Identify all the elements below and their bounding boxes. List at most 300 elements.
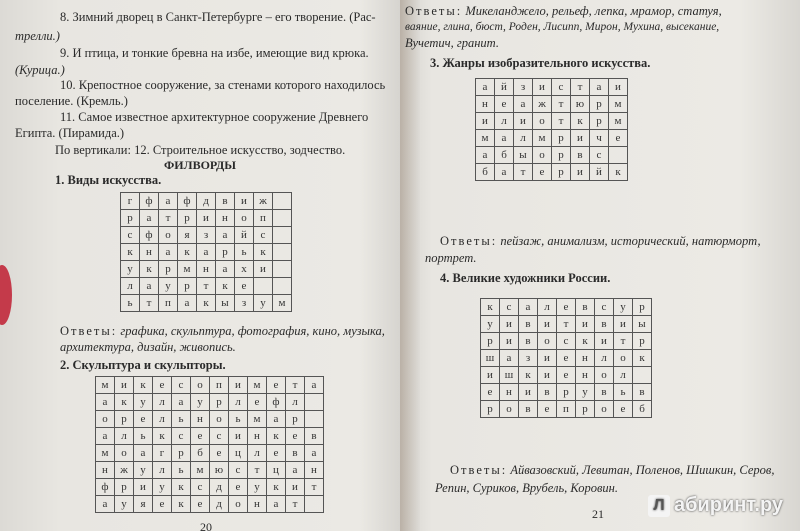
grid-cell: а	[476, 147, 495, 164]
grid-cell: г	[153, 445, 172, 462]
grid-cell: и	[229, 428, 248, 445]
grid-cell: и	[576, 316, 595, 333]
answers1	[60, 324, 385, 338]
grid-cell: л	[595, 350, 614, 367]
grid-cell: й	[235, 227, 254, 244]
grid-cell: ц	[267, 462, 286, 479]
grid-cell: р	[178, 210, 197, 227]
grid-cell: л	[248, 445, 267, 462]
grid-cell: и	[197, 210, 216, 227]
grid-cell: е	[557, 299, 576, 316]
section2-title: 2. Скульптура и скульпторы.	[60, 358, 226, 372]
grid-cell: м	[191, 462, 210, 479]
grid-cell: з	[235, 295, 254, 312]
grid-cell: и	[614, 316, 633, 333]
grid-cell: л	[229, 394, 248, 411]
grid-cell: н	[140, 244, 159, 261]
grid-cell: н	[476, 96, 495, 113]
grid-row	[476, 113, 628, 130]
grid-cell: б	[633, 401, 652, 418]
grid-row	[121, 227, 292, 244]
page-number-right: 21	[592, 507, 604, 521]
answers4-text: Айвазовский, Левитан, Поленов, Шишкин, Серов,	[510, 463, 775, 477]
grid-cell: п	[254, 210, 273, 227]
grid-cell: х	[235, 261, 254, 278]
grid-cell	[305, 496, 324, 513]
grid-cell: и	[229, 377, 248, 394]
grid-cell: в	[595, 316, 614, 333]
answers3	[440, 234, 761, 248]
grid-cell: з	[519, 350, 538, 367]
grid-cell: а	[134, 445, 153, 462]
grid-cell: ю	[210, 462, 229, 479]
answers1-text: графика, скульптура, фотография, кино, музыка,	[120, 324, 385, 338]
grid-row	[121, 295, 292, 312]
answers1-text2: архитектура, дизайн, живопись.	[60, 340, 236, 354]
grid-cell: ь	[614, 384, 633, 401]
grid-cell: в	[538, 384, 557, 401]
filword-grid-2	[95, 376, 324, 513]
grid-cell: о	[538, 333, 557, 350]
grid-cell: в	[576, 299, 595, 316]
grid-cell: и	[134, 479, 153, 496]
grid-cell: н	[191, 411, 210, 428]
left-text-line: 11. Самое известное архитектурное сооружение Древнего	[60, 110, 369, 124]
grid-cell: т	[140, 295, 159, 312]
grid-row	[96, 428, 324, 445]
grid-cell: а	[519, 299, 538, 316]
grid-row	[96, 411, 324, 428]
grid-cell: ф	[140, 227, 159, 244]
grid-cell: ц	[229, 445, 248, 462]
grid-cell: е	[134, 411, 153, 428]
grid-cell: м	[273, 295, 292, 312]
grid-cell: о	[159, 227, 178, 244]
grid-cell: б	[476, 164, 495, 181]
grid-row	[476, 96, 628, 113]
grid-cell: в	[595, 384, 614, 401]
grid-cell: в	[519, 401, 538, 418]
left-text-line: По вертикали: 12. Строительное искусство, зодчество.	[55, 143, 346, 157]
grid-cell: и	[533, 79, 552, 96]
grid-cell: и	[500, 316, 519, 333]
grid-row	[96, 394, 324, 411]
grid-cell: м	[96, 377, 115, 394]
grid-cell: и	[538, 367, 557, 384]
grid-cell: р	[552, 130, 571, 147]
grid-cell: д	[210, 496, 229, 513]
grid-cell: у	[115, 496, 134, 513]
grid-cell	[305, 394, 324, 411]
grid-row	[96, 462, 324, 479]
grid-cell: з	[514, 79, 533, 96]
grid-cell: р	[115, 411, 134, 428]
grid-cell: р	[552, 147, 571, 164]
grid-cell: о	[614, 350, 633, 367]
grid-row	[476, 164, 628, 181]
grid-cell: а	[476, 79, 495, 96]
grid-cell: у	[134, 394, 153, 411]
grid-cell: м	[609, 96, 628, 113]
grid-cell: с	[121, 227, 140, 244]
grid-cell: м	[533, 130, 552, 147]
grid-cell: т	[286, 496, 305, 513]
grid-cell: м	[476, 130, 495, 147]
grid-cell: и	[538, 316, 557, 333]
grid-cell: м	[609, 113, 628, 130]
grid-cell: с	[500, 299, 519, 316]
grid-cell: н	[500, 384, 519, 401]
grid-cell: ф	[140, 193, 159, 210]
grid-cell: т	[552, 113, 571, 130]
grid-row	[121, 278, 292, 295]
grid-cell: ь	[235, 244, 254, 261]
grid-cell: п	[210, 377, 229, 394]
grid-row	[121, 193, 292, 210]
grid-cell: а	[96, 496, 115, 513]
grid-cell: а	[495, 164, 514, 181]
grid-cell: б	[191, 445, 210, 462]
grid-cell: ы	[216, 295, 235, 312]
filword-grid-1	[120, 192, 292, 312]
left-text-line: (Курица.)	[15, 63, 65, 77]
grid-cell: т	[286, 377, 305, 394]
grid-cell: е	[191, 428, 210, 445]
right-page	[400, 0, 800, 531]
grid-cell: н	[197, 261, 216, 278]
left-text-line: поселение. (Кремль.)	[15, 94, 128, 108]
filword-grid-4	[480, 298, 652, 418]
grid-cell: л	[115, 428, 134, 445]
grid-cell: и	[519, 384, 538, 401]
grid-cell: у	[159, 278, 178, 295]
grid-cell: е	[614, 401, 633, 418]
answers4-label: Ответы:	[450, 463, 508, 477]
heading-filwords: ФИЛВОРДЫ	[163, 158, 236, 172]
grid-cell: ч	[590, 130, 609, 147]
grid-cell: т	[552, 96, 571, 113]
grid-cell: я	[178, 227, 197, 244]
grid-cell: у	[254, 295, 273, 312]
grid-cell: л	[538, 299, 557, 316]
grid-cell: о	[229, 496, 248, 513]
grid-cell: р	[590, 96, 609, 113]
grid-cell: в	[519, 316, 538, 333]
grid-cell: ы	[514, 147, 533, 164]
watermark-logo	[648, 494, 783, 517]
grid-cell: с	[254, 227, 273, 244]
grid-cell: к	[197, 295, 216, 312]
section4-title: 4. Великие художники России.	[440, 271, 611, 285]
grid-cell: з	[197, 227, 216, 244]
grid-cell	[273, 261, 292, 278]
grid-cell: и	[235, 193, 254, 210]
grid-cell: а	[305, 377, 324, 394]
grid-cell: к	[254, 244, 273, 261]
grid-cell: а	[172, 394, 191, 411]
grid-cell: у	[481, 316, 500, 333]
grid-cell	[273, 278, 292, 295]
grid-cell: е	[481, 384, 500, 401]
grid-row	[476, 79, 628, 96]
grid-cell: о	[115, 445, 134, 462]
grid-cell: л	[286, 394, 305, 411]
grid-cell: м	[248, 377, 267, 394]
grid-cell: и	[595, 333, 614, 350]
grid-cell: й	[495, 79, 514, 96]
grid-cell: о	[191, 377, 210, 394]
grid-cell: и	[286, 479, 305, 496]
grid-cell: о	[96, 411, 115, 428]
grid-cell: е	[538, 401, 557, 418]
page-gutter-shadow	[400, 0, 420, 531]
grid-cell: е	[609, 130, 628, 147]
grid-cell: а	[590, 79, 609, 96]
top-answers-text3: Вучетич, гранит.	[405, 36, 499, 50]
grid-cell: и	[254, 261, 273, 278]
grid-cell: р	[557, 384, 576, 401]
grid-cell: с	[552, 79, 571, 96]
grid-cell: м	[248, 411, 267, 428]
grid-cell: о	[235, 210, 254, 227]
grid-cell: ь	[121, 295, 140, 312]
grid-cell: а	[305, 445, 324, 462]
grid-cell: а	[197, 244, 216, 261]
section1-title: 1. Виды искусства.	[55, 173, 162, 187]
grid-cell: с	[191, 479, 210, 496]
grid-cell: н	[248, 428, 267, 445]
fingernail	[0, 265, 12, 325]
grid-cell: а	[140, 278, 159, 295]
grid-cell: у	[614, 299, 633, 316]
grid-cell	[273, 210, 292, 227]
grid-cell: л	[153, 411, 172, 428]
grid-cell: у	[191, 394, 210, 411]
filword-grid-3	[475, 78, 628, 181]
grid-cell: к	[153, 428, 172, 445]
grid-cell: к	[519, 367, 538, 384]
grid-cell: а	[96, 428, 115, 445]
answers3-label: Ответы:	[440, 234, 498, 248]
grid-row	[476, 130, 628, 147]
left-text-line: Египта. (Пирамида.)	[15, 126, 125, 140]
grid-cell: д	[197, 193, 216, 210]
grid-cell: а	[267, 496, 286, 513]
grid-cell: к	[134, 377, 153, 394]
grid-cell: е	[191, 496, 210, 513]
grid-cell	[273, 227, 292, 244]
top-answers-label: Ответы:	[405, 4, 463, 18]
grid-cell: ю	[571, 96, 590, 113]
grid-cell: к	[609, 164, 628, 181]
grid-cell: к	[576, 333, 595, 350]
grid-cell: т	[614, 333, 633, 350]
grid-cell: м	[178, 261, 197, 278]
grid-cell: а	[216, 261, 235, 278]
grid-cell: в	[305, 428, 324, 445]
grid-cell: н	[216, 210, 235, 227]
grid-cell: ш	[481, 350, 500, 367]
grid-cell: т	[557, 316, 576, 333]
grid-row	[481, 367, 652, 384]
grid-cell: л	[495, 113, 514, 130]
grid-cell: л	[614, 367, 633, 384]
grid-cell: ж	[115, 462, 134, 479]
grid-cell: е	[153, 377, 172, 394]
grid-cell: и	[476, 113, 495, 130]
grid-cell: р	[172, 445, 191, 462]
grid-cell: р	[210, 394, 229, 411]
grid-cell: у	[134, 462, 153, 479]
grid-cell: а	[286, 462, 305, 479]
grid-cell: г	[121, 193, 140, 210]
grid-cell: р	[121, 210, 140, 227]
grid-cell: у	[121, 261, 140, 278]
grid-row	[481, 350, 652, 367]
grid-cell: ь	[134, 428, 153, 445]
grid-cell: а	[267, 411, 286, 428]
grid-cell: у	[248, 479, 267, 496]
grid-cell: к	[172, 496, 191, 513]
grid-cell: с	[557, 333, 576, 350]
grid-cell: ф	[178, 193, 197, 210]
grid-cell: к	[115, 394, 134, 411]
grid-cell: е	[248, 394, 267, 411]
grid-cell: е	[235, 278, 254, 295]
grid-cell: л	[153, 394, 172, 411]
grid-cell: р	[178, 278, 197, 295]
grid-cell: а	[216, 227, 235, 244]
grid-cell: л	[153, 462, 172, 479]
grid-cell: е	[210, 445, 229, 462]
grid-cell: т	[571, 79, 590, 96]
grid-cell: е	[286, 428, 305, 445]
grid-cell: н	[248, 496, 267, 513]
grid-cell: и	[115, 377, 134, 394]
grid-cell: и	[481, 367, 500, 384]
grid-cell: е	[533, 164, 552, 181]
grid-cell: а	[159, 244, 178, 261]
grid-cell: е	[267, 445, 286, 462]
grid-cell	[254, 278, 273, 295]
grid-cell	[609, 147, 628, 164]
top-answers	[405, 4, 722, 18]
grid-row	[96, 496, 324, 513]
grid-cell: с	[229, 462, 248, 479]
grid-cell: у	[576, 384, 595, 401]
grid-cell: в	[286, 445, 305, 462]
grid-cell: и	[500, 333, 519, 350]
grid-cell: е	[153, 496, 172, 513]
grid-cell: е	[229, 479, 248, 496]
answers4-text2: Репин, Суриков, Врубель, Коровин.	[435, 481, 618, 495]
grid-cell: и	[514, 113, 533, 130]
grid-cell: ж	[254, 193, 273, 210]
grid-cell: е	[557, 350, 576, 367]
grid-cell: н	[576, 367, 595, 384]
grid-cell: р	[552, 164, 571, 181]
grid-row	[476, 147, 628, 164]
grid-cell: и	[571, 164, 590, 181]
section3-title: 3. Жанры изобразительного искусства.	[430, 56, 651, 70]
grid-cell: т	[305, 479, 324, 496]
grid-cell: л	[121, 278, 140, 295]
grid-cell: к	[140, 261, 159, 278]
grid-cell: ф	[267, 394, 286, 411]
grid-cell: м	[96, 445, 115, 462]
grid-cell: к	[481, 299, 500, 316]
grid-cell: а	[96, 394, 115, 411]
answers4	[450, 463, 774, 477]
page-number-left: 20	[200, 520, 212, 531]
grid-cell: с	[590, 147, 609, 164]
grid-row	[481, 299, 652, 316]
grid-cell: а	[178, 295, 197, 312]
grid-cell: п	[557, 401, 576, 418]
grid-cell: п	[159, 295, 178, 312]
left-text-line: 8. Зимний дворец в Санкт-Петербурге – его творение. (Рас-	[60, 10, 376, 24]
grid-row	[121, 210, 292, 227]
grid-row	[481, 333, 652, 350]
grid-cell: д	[210, 479, 229, 496]
grid-cell: к	[178, 244, 197, 261]
left-text-line: трелли.)	[15, 29, 60, 43]
top-answers-text2: ваяние, глина, бюст, Роден, Лисипп, Мирон, Мухина, высекание,	[405, 21, 720, 33]
grid-cell: р	[159, 261, 178, 278]
grid-row	[96, 377, 324, 394]
grid-cell: б	[495, 147, 514, 164]
grid-cell: а	[500, 350, 519, 367]
grid-cell: у	[153, 479, 172, 496]
grid-cell: е	[495, 96, 514, 113]
grid-cell: ы	[633, 316, 652, 333]
labyrinth-icon: Л	[648, 495, 670, 517]
left-text-line: 9. И птица, и тонкие бревна на избе, имеющие вид крюка.	[60, 46, 369, 60]
grid-cell: к	[216, 278, 235, 295]
grid-cell: о	[595, 367, 614, 384]
grid-cell: й	[590, 164, 609, 181]
grid-cell: ь	[229, 411, 248, 428]
grid-cell: р	[633, 333, 652, 350]
grid-cell: р	[633, 299, 652, 316]
left-text-line: 10. Крепостное сооружение, за стенами которого находилось	[60, 78, 386, 92]
grid-cell: с	[595, 299, 614, 316]
grid-cell: в	[216, 193, 235, 210]
grid-cell: р	[481, 333, 500, 350]
grid-cell: в	[571, 147, 590, 164]
watermark-text: абиринт.ру	[674, 494, 784, 516]
grid-cell: ж	[533, 96, 552, 113]
grid-cell: о	[533, 113, 552, 130]
grid-cell: и	[538, 350, 557, 367]
grid-cell: р	[216, 244, 235, 261]
grid-cell: с	[172, 428, 191, 445]
grid-cell: ф	[96, 479, 115, 496]
answers3-text2: портрет.	[425, 251, 477, 265]
grid-cell: е	[557, 367, 576, 384]
grid-cell: т	[159, 210, 178, 227]
grid-cell: в	[633, 384, 652, 401]
grid-cell: и	[571, 130, 590, 147]
grid-cell: р	[590, 113, 609, 130]
grid-cell	[305, 411, 324, 428]
grid-cell: р	[576, 401, 595, 418]
grid-cell: ь	[172, 462, 191, 479]
grid-cell: к	[633, 350, 652, 367]
grid-row	[481, 384, 652, 401]
grid-cell: а	[159, 193, 178, 210]
grid-cell: т	[514, 164, 533, 181]
